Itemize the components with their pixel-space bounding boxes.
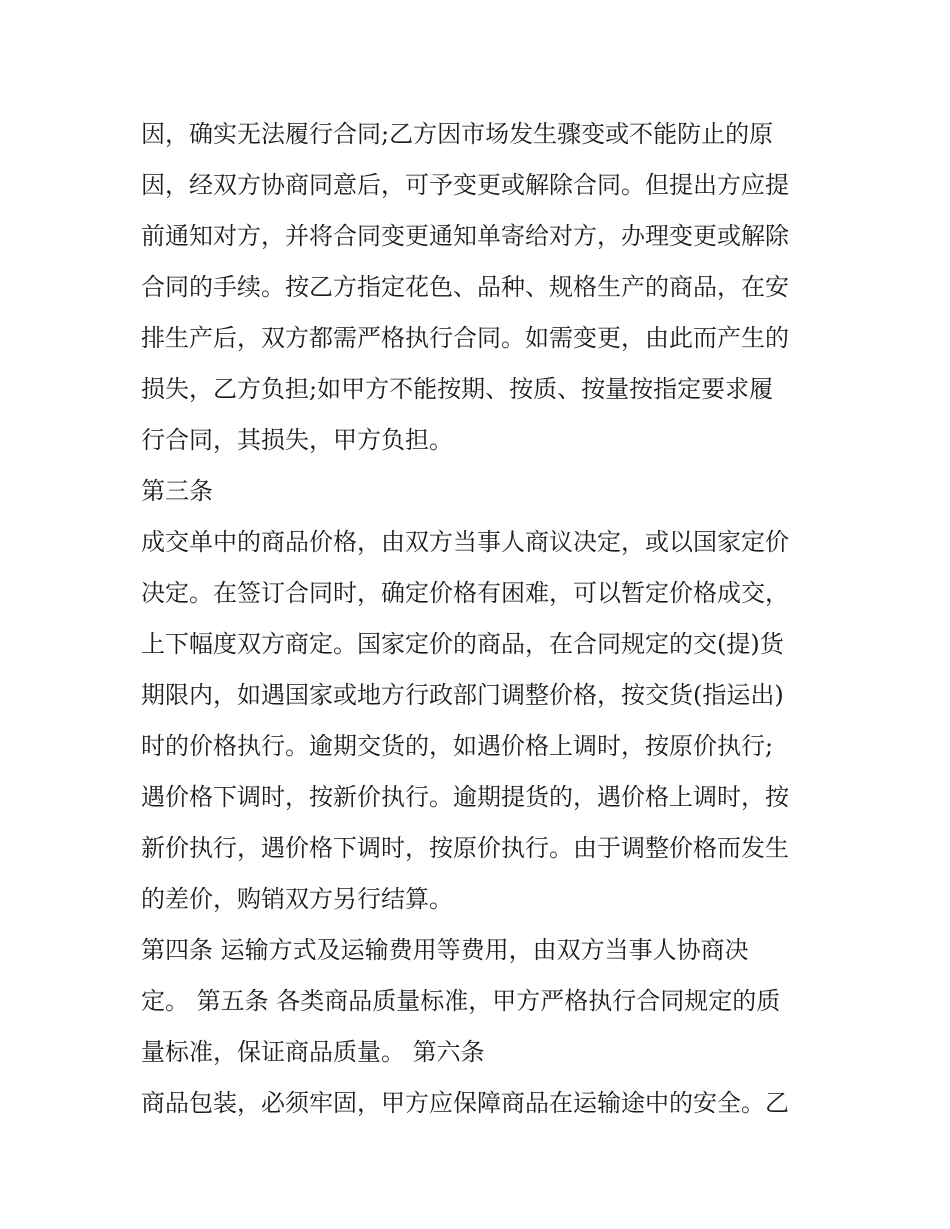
article-5-line: 定。 第五条 各类商品质量标准，甲方严格执行合同规定的质 [141,987,781,1015]
text-line: 排生产后，双方都需严格执行合同。如需变更，由此而产生的 [141,324,789,352]
text-line: 上下幅度双方商定。国家定价的商品，在合同规定的交(提)货 [141,630,784,658]
text-line: 期限内，如遇国家或地方行政部门调整价格，按交货(指运出) [141,681,784,709]
text-line: 新价执行，遇价格下调时，按原价执行。由于调整价格而发生 [141,834,789,862]
article-heading-3: 第三条 [141,477,213,505]
article-6-line: 量标准，保证商品质量。 第六条 [141,1038,485,1066]
text-line: 时的价格执行。逾期交货的，如遇价格上调时，按原价执行; [141,732,774,760]
text-line: 因，确实无法履行合同;乙方因市场发生骤变或不能防止的原 [141,120,774,148]
article-4-line: 第四条 运输方式及运输费用等费用，由双方当事人协商决 [141,936,749,964]
text-line: 合同的手续。按乙方指定花色、品种、规格生产的商品，在安 [141,273,789,301]
text-line: 商品包装，必须牢固，甲方应保障商品在运输途中的安全。乙 [141,1089,789,1117]
text-line: 前通知对方，并将合同变更通知单寄给对方，办理变更或解除 [141,222,789,250]
text-line: 成交单中的商品价格，由双方当事人商议决定，或以国家定价 [141,528,789,556]
text-line: 因，经双方协商同意后，可予变更或解除合同。但提出方应提 [141,171,789,199]
document-body [141,109,821,1129]
text-line: 遇价格下调时，按新价执行。逾期提货的，遇价格上调时，按 [141,783,789,811]
text-line: 损失，乙方负担;如甲方不能按期、按质、按量按指定要求履 [141,375,774,403]
text-line: 的差价，购销双方另行结算。 [141,885,453,913]
text-line: 行合同，其损失，甲方负担。 [141,426,453,454]
text-line: 决定。在签订合同时，确定价格有困难，可以暂定价格成交， [141,579,789,607]
